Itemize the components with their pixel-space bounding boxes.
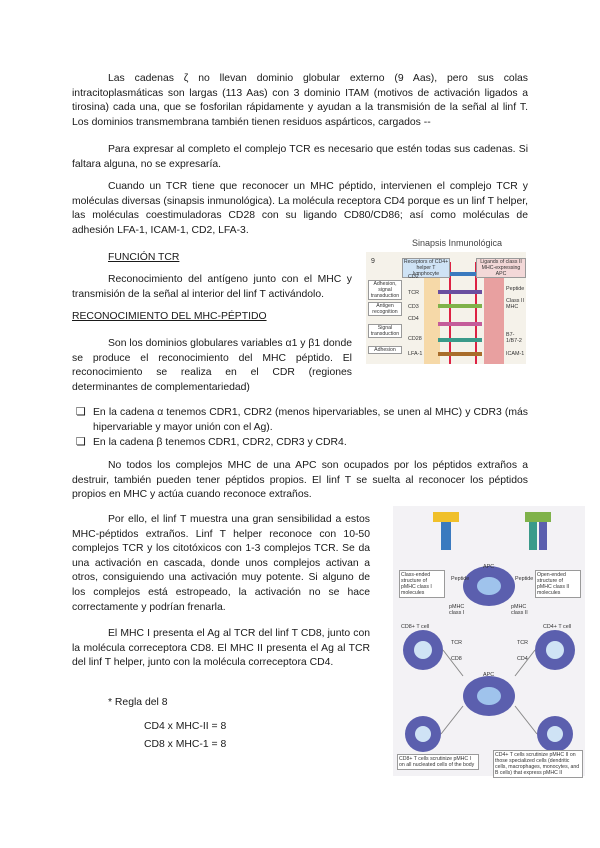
synapse-mol-cd2: CD2 (408, 274, 419, 280)
mhc-diagram (393, 506, 585, 776)
label-cd8-cell: CD8+ T cell (401, 624, 430, 630)
synapse-mol-cd4: CD4 (408, 316, 419, 322)
synapse-mol-cd3: CD3 (408, 304, 419, 310)
synapse-right-peptide: Peptide (506, 286, 525, 292)
paragraph-sensitivity: Por ello, el linf T muestra una gran sensibilidad a estos MHC-péptidos extraños. Linf T helper reconoce con 10-50 complejos TCR y los citotóxicos con 1-3 complejos TCR. Se da una activación en cascada, donde unos complejos activan a otros, consiguiendo una activación muy potente. Si alguno de los complejos está estropeado, la activación no se hace correctamente y podrían frenarla. (72, 514, 370, 613)
heading-reconocimiento: RECONOCIMIENTO DEL MHC-PÉPTIDO (72, 311, 267, 322)
label-cd4-cell: CD4+ T cell (543, 624, 572, 630)
bullet-alpha-chain: En la cadena α tenemos CDR1, CDR2 (menos hipervariables, se unen al MHC) y CDR3 (más hipervariable y mayor unión con el Ag). (93, 407, 528, 433)
synapse-right-icam: ICAM-1 (506, 351, 525, 357)
synapse-label-signal: Signal transduction (368, 324, 402, 338)
figure-mhc-presentation (393, 506, 585, 776)
box-class-ii: Open-ended structure of pMHC class II molecules (535, 570, 581, 598)
label-peptide-right: Peptide (515, 576, 534, 582)
bullet-beta-chain: En la cadena β tenemos CDR1, CDR2, CDR3 y CDR4. (93, 437, 347, 448)
synapse-mol-tcr: TCR (408, 290, 420, 296)
label-apc-top: APC (483, 564, 495, 570)
synapse-right-mhc: Class II MHC (506, 298, 524, 311)
paragraph-cdr: Son los dominios globulares variables α1 y β1 donde se produce el reconocimiento del MHC péptido. El reconocimiento se realiza en el CDR (regiones determinantes de complementariedad) (72, 338, 352, 393)
synapse-label-adhesion: Adhesion (368, 346, 402, 354)
paragraph-tcr-expression: Para expresar al completo el complejo TCR es necesario que estén todas sus cadenas. Si faltara alguna, no se expresaría. (72, 144, 528, 170)
label-cd8: CD8 (451, 656, 462, 662)
bullet-icon: ❏ (76, 436, 86, 448)
paragraph-zeta-chains: Las cadenas ζ no llevan dominio globular externo (9 Aas), pero sus colas intracitoplasmáticas son largas (113 Aas) con 3 dominio ITAM (motivos de activación ligados a tirosina) cada una, que se fosforilan rápidamente y ayudan a la transmisión de la señal al linf T. Los dominios transmembrana también tienen residuos aspárticos, cargados -- (72, 73, 528, 128)
label-apc-bottom: APC (483, 672, 495, 678)
box-cd8-scrutinize: CD8+ T cells scrutinize pMHC I on all nucleated cells of the body (397, 754, 479, 770)
paragraph-mhc-presentation: El MHC I presenta el Ag al TCR del linf T CD8, junto con la molécula correceptora CD8. El MHC II presenta el Ag al TCR del linf T helper, junto con la molécula correceptora CD4. (72, 628, 370, 669)
synapse-header-right: Ligands of class II MHC-expressing APC (476, 258, 526, 278)
label-tcr-right: TCR (517, 640, 529, 646)
label-pmhc-i: pMHC class I (449, 604, 465, 617)
rule-cd8: CD8 x MHC-1 = 8 (144, 739, 227, 750)
synapse-mol-lfa1: LFA-1 (408, 351, 423, 357)
paragraph-synapse: Cuando un TCR tiene que reconocer un MHC péptido, intervienen el complejo TCR y moléculas diversas (sinapsis inmunológica). La molécula receptora CD4 porque es un linf T helper, las moléculas coestimuladoras CD28 con su ligando CD80/CD86; así como moléculas de adhesión LFA-1, ICAM-1, CD2, LFA-3. (72, 181, 528, 236)
heading-funcion-tcr: FUNCIÓN TCR (108, 252, 180, 263)
label-cd4: CD4 (517, 656, 528, 662)
box-cd4-scrutinize: CD4+ T cells scrutinize pMHC II on those specialized cells (dendritic cells, macrophages, monocytes, and B cells) that express pMHC II (493, 750, 583, 778)
bullet-icon: ❏ (76, 406, 86, 418)
regla-del-8: * Regla del 8 (108, 697, 168, 708)
synapse-label-adhesion-signal: Adhesion, signal transduction (368, 280, 402, 300)
figure-synapse (366, 252, 526, 364)
synapse-right-b7: B7-1/B7-2 (506, 332, 522, 345)
rule-cd4: CD4 x MHC-II = 8 (144, 721, 227, 732)
figure-synapse-title: Sinapsis Inmunológica (412, 238, 503, 248)
label-tcr-left: TCR (451, 640, 463, 646)
synapse-mol-cd28: CD28 (408, 336, 422, 342)
paragraph-funcion: Reconocimiento del antígeno junto con el MHC y transmisión de la señal al interior del linf T activándolo. (72, 274, 352, 300)
box-class-i: Class-ended structure of pMHC class I molecules (399, 570, 445, 598)
synapse-number: 9 (371, 258, 375, 265)
synapse-label-antigen: Antigen recognition (368, 302, 402, 316)
paragraph-self-peptides: No todos los complejos MHC de una APC son ocupados por los péptidos extraños a destruir, también pueden tener péptidos propios. El linf T se suelta al reconocer los péptidos propios en MHC y actúa cuando reconoce extraños. (72, 460, 528, 501)
label-pmhc-ii: pMHC class II (511, 604, 528, 617)
synapse-header-left: Receptors of CD4+ helper T lymphocyte (403, 259, 449, 277)
label-peptide-left: Peptide (451, 576, 470, 582)
